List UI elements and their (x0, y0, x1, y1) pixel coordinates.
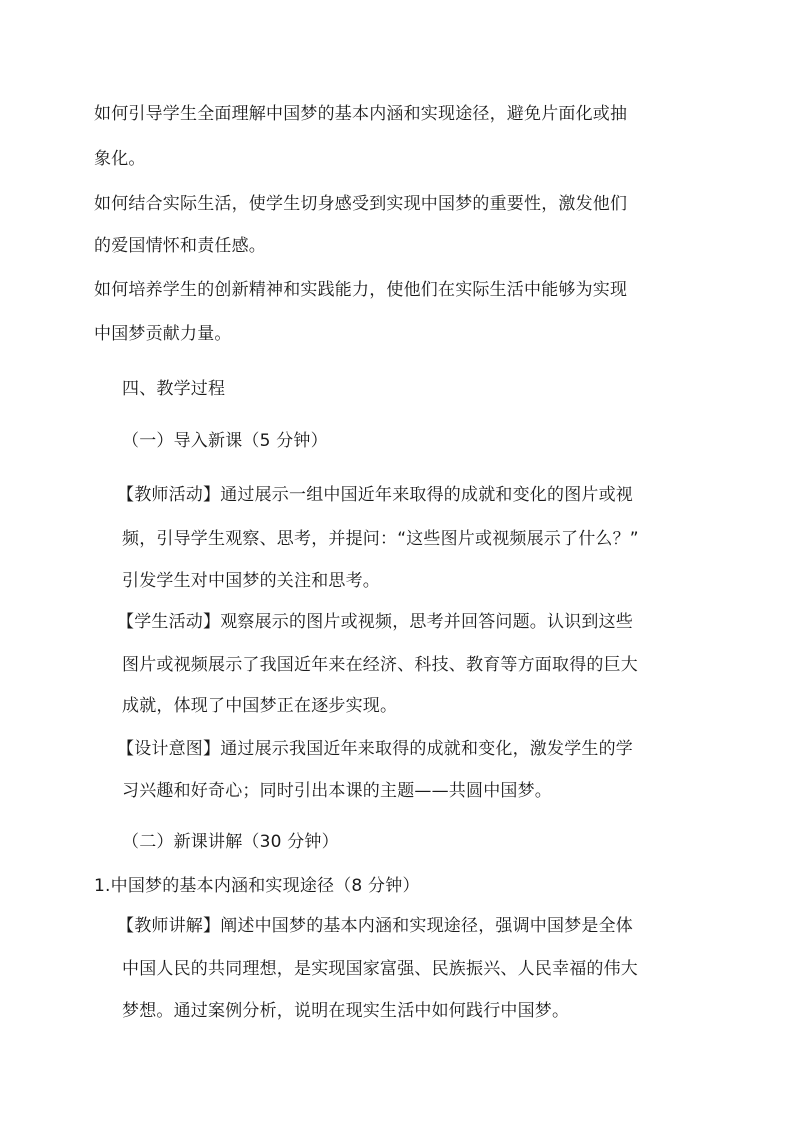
paragraph-2-line-1: 如何结合实际生活，使学生切身感受到实现中国梦的重要性，激发他们 (94, 194, 628, 214)
item-1-heading: 1.中国梦的基本内涵和实现途径（8 分钟） (94, 876, 420, 896)
teacher-lecture-line-1: 【教师讲解】阐述中国梦的基本内涵和实现途径，强调中国梦是全体 (117, 916, 633, 936)
design-intent-line-2: 习兴趣和好奇心；同时引出本课的主题——共圆中国梦。 (122, 781, 552, 801)
paragraph-1-line-2: 象化。 (94, 149, 146, 169)
student-activity-line-3: 成就，体现了中国梦正在逐步实现。 (122, 696, 398, 716)
teacher-lecture-line-2: 中国人民的共同理想，是实现国家富强、民族振兴、人民幸福的伟大 (122, 959, 638, 979)
paragraph-3-line-1: 如何培养学生的创新精神和实践能力，使他们在实际生活中能够为实现 (94, 280, 628, 300)
section-heading: 四、教学过程 (122, 379, 226, 399)
design-intent-line-1: 【设计意图】通过展示我国近年来取得的成就和变化，激发学生的学 (117, 739, 633, 759)
student-activity-line-2: 图片或视频展示了我国近年来在经济、科技、教育等方面取得的巨大 (122, 655, 638, 675)
paragraph-3-line-2: 中国梦贡献力量。 (94, 324, 232, 344)
teacher-lecture-line-3: 梦想。通过案例分析，说明在现实生活中如何践行中国梦。 (122, 1001, 570, 1021)
student-activity-line-1: 【学生活动】观察展示的图片或视频，思考并回答问题。认识到这些 (117, 612, 633, 632)
teacher-activity-line-2: 频，引导学生观察、思考，并提问：“这些图片或视频展示了什么？” (122, 529, 639, 549)
subsection-heading-2: （二）新课讲解（30 分钟） (122, 832, 339, 852)
teacher-activity-line-1: 【教师活动】通过展示一组中国近年来取得的成就和变化的图片或视 (117, 485, 633, 505)
paragraph-1-line-1: 如何引导学生全面理解中国梦的基本内涵和实现途径，避免片面化或抽 (94, 104, 628, 124)
subsection-heading-1: （一）导入新课（5 分钟） (122, 431, 328, 451)
teacher-activity-line-3: 引发学生对中国梦的关注和思考。 (122, 571, 380, 591)
paragraph-2-line-2: 的爱国情怀和责任感。 (94, 236, 266, 256)
